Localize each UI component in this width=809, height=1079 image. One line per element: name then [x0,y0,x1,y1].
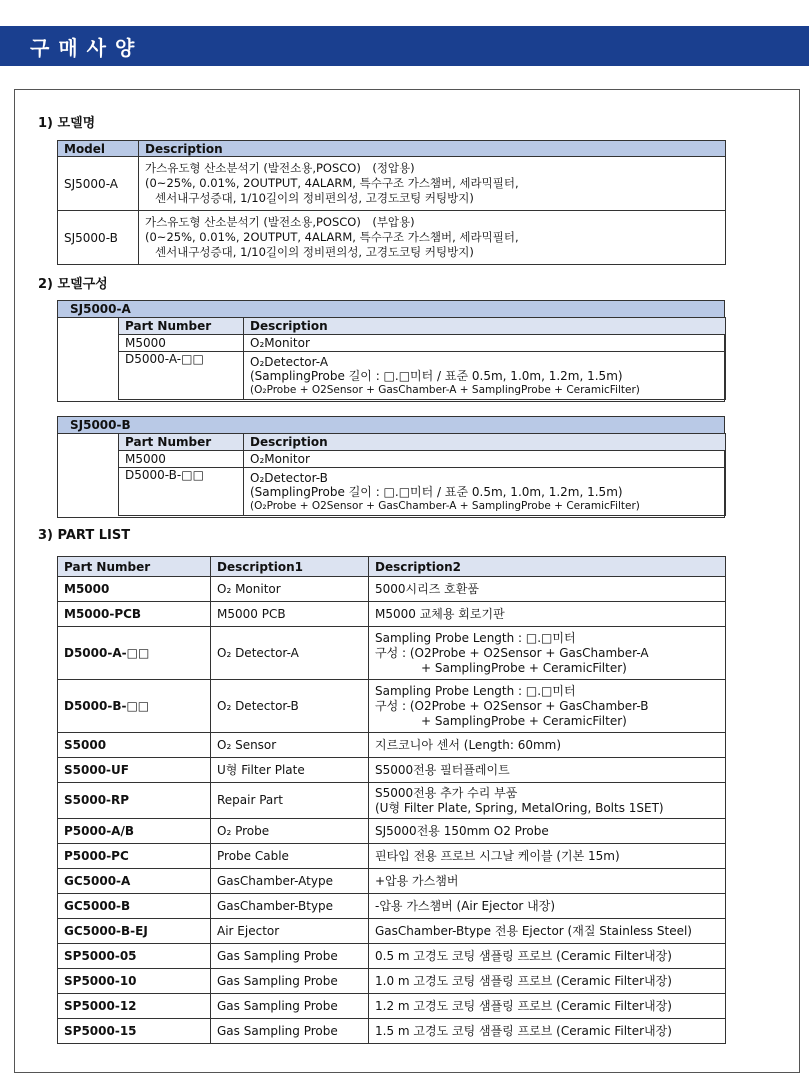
part-number-cell: M5000 [58,577,211,602]
description2-cell [369,844,726,869]
description2-line: 1.2 m 고경도 코팅 샘플링 프로브 (Ceramic Filter내장) [375,998,672,1013]
config-name: SJ5000-A [58,301,724,318]
part-number-cell: GC5000-B [58,894,211,919]
table-row [58,783,726,819]
part-list-table [57,556,726,1044]
description2-line: -압용 가스챔버 (Air Ejector 내장) [375,898,556,913]
description2-cell [369,1019,726,1044]
table-row [58,680,726,733]
header-part-number: Part Number [58,557,211,577]
description2-line: M5000 교체용 회로기판 [375,606,505,621]
description1-cell: Gas Sampling Probe [211,1019,369,1044]
part-cell: D5000-B-□□ [119,468,244,516]
table-row [58,758,726,783]
config-block-a [57,300,725,402]
part-number-cell: S5000-RP [58,783,211,819]
description2-cell [369,577,726,602]
description-line: O₂Detector-B [250,470,328,485]
table-row [58,944,726,969]
description2-line: 지르코니아 센서 (Length: 60mm) [375,737,562,752]
description-line: 센서내구성증대, 1/10길이의 정비편의성, 고경도코팅 커팅방지) [155,245,474,259]
model-cell: SJ5000-A [58,157,139,211]
description1-cell: O₂ Probe [211,819,369,844]
description-cell: O₂Monitor [244,451,726,468]
table-row [58,819,726,844]
description-line: (0~25%, 0.01%, 2OUTPUT, 4ALARM, 특수구조 가스챔버, 세라믹필터, [145,230,519,244]
description2-line: 핀타입 전용 프로브 시그날 케이블 (기본 15m) [375,848,620,863]
description2-cell [369,680,726,733]
part-cell: D5000-A-□□ [119,352,244,400]
description2-line: 구성 : (O2Probe + O2Sensor + GasChamber-B [375,698,649,713]
description-cell [244,352,726,400]
part-cell: M5000 [119,335,244,352]
description2-line: S5000전용 추가 수리 부품 [375,785,518,800]
description2-cell [369,783,726,819]
header-part-number: Part Number [119,318,244,335]
part-number-cell: D5000-B-□□ [58,680,211,733]
description1-cell: O₂ Monitor [211,577,369,602]
model-table-header [58,141,726,157]
description2-line: 구성 : (O2Probe + O2Sensor + GasChamber-A [375,645,649,660]
description2-line: 5000시리즈 호환품 [375,581,479,596]
description1-cell: Air Ejector [211,919,369,944]
description-cell [139,157,726,211]
description2-line: + SamplingProbe + CeramicFilter) [421,660,627,675]
description2-line: 1.5 m 고경도 코팅 샘플링 프로브 (Ceramic Filter내장) [375,1023,672,1038]
description2-line: Sampling Probe Length : □.□미터 [375,630,576,645]
section1-title: 1) 모델명 [38,116,96,131]
description1-cell: M5000 PCB [211,602,369,627]
description-cell [139,211,726,265]
description1-cell: Probe Cable [211,844,369,869]
table-row [119,352,726,400]
config-table [118,433,726,516]
table-row [58,602,726,627]
description1-cell: U형 Filter Plate [211,758,369,783]
table-row [58,894,726,919]
description2-line: S5000전용 필터플레이트 [375,762,510,777]
description2-line: (U형 Filter Plate, Spring, MetalOring, Bolts 1SET) [375,800,664,815]
description-line: O₂Detector-A [250,354,329,369]
description2-cell [369,602,726,627]
description2-line: 0.5 m 고경도 코팅 샘플링 프로브 (Ceramic Filter내장) [375,948,672,963]
description2-line: Sampling Probe Length : □.□미터 [375,683,576,698]
description1-cell: GasChamber-Atype [211,869,369,894]
config-table [118,317,726,400]
config-table-header [119,318,726,335]
description-line: (SamplingProbe 길이 : □.□미터 / 표준 0.5m, 1.0m, 1.2m, 1.5m) [250,484,623,499]
part-number-cell: M5000-PCB [58,602,211,627]
description2-line: + SamplingProbe + CeramicFilter) [421,713,627,728]
config-table-header [119,434,726,451]
description2-line: SJ5000전용 150mm O2 Probe [375,823,549,838]
header-description: Description [244,434,726,451]
header-model: Model [58,141,139,157]
table-row [58,733,726,758]
model-table [57,140,726,265]
part-number-cell: GC5000-A [58,869,211,894]
part-cell: M5000 [119,451,244,468]
part-list-header [58,557,726,577]
part-number-cell: SP5000-12 [58,994,211,1019]
table-row [58,577,726,602]
description2-cell [369,944,726,969]
description1-cell: O₂ Detector-B [211,680,369,733]
part-number-cell: D5000-A-□□ [58,627,211,680]
description-note: (O₂Probe + O2Sensor + GasChamber-A + SamplingProbe + CeramicFilter) [250,499,640,512]
description2-cell [369,819,726,844]
description2-line: +압용 가스챔버 [375,873,459,888]
table-row [58,919,726,944]
description2-cell [369,627,726,680]
part-number-cell: S5000-UF [58,758,211,783]
description-line: 센서내구성증대, 1/10길이의 정비편의성, 고경도코팅 커팅방지) [155,191,474,205]
table-row [58,627,726,680]
header-description: Description [244,318,726,335]
table-row [58,157,726,211]
description2-cell [369,894,726,919]
description-line: (0~25%, 0.01%, 2OUTPUT, 4ALARM, 특수구조 가스챔버, 세라믹필터, [145,176,519,190]
part-number-cell: GC5000-B-EJ [58,919,211,944]
description2-cell [369,869,726,894]
table-row [58,844,726,869]
description-line: 가스유도형 산소분석기 (발전소용,POSCO) (부압용) [145,215,415,229]
table-row [58,969,726,994]
header-description2: Description2 [369,557,726,577]
table-row [58,994,726,1019]
table-row [58,869,726,894]
config-name: SJ5000-B [58,417,724,434]
description1-cell: Gas Sampling Probe [211,944,369,969]
description1-cell: GasChamber-Btype [211,894,369,919]
table-row [119,451,726,468]
page-header [0,26,809,66]
header-part-number: Part Number [119,434,244,451]
table-row [58,1019,726,1044]
part-number-cell: S5000 [58,733,211,758]
model-cell: SJ5000-B [58,211,139,265]
description2-cell [369,758,726,783]
table-row [119,335,726,352]
description1-cell: Repair Part [211,783,369,819]
description2-cell [369,733,726,758]
description-cell [244,468,726,516]
page-title: 구매사양 [30,36,144,60]
description1-cell: O₂ Detector-A [211,627,369,680]
part-number-cell: P5000-A/B [58,819,211,844]
description1-cell: Gas Sampling Probe [211,994,369,1019]
section2-title: 2) 모델구성 [38,277,108,292]
description2-line: 1.0 m 고경도 코팅 샘플링 프로브 (Ceramic Filter내장) [375,973,672,988]
description2-cell [369,969,726,994]
description-line: 가스유도형 산소분석기 (발전소용,POSCO) (정압용) [145,161,415,175]
description2-cell [369,919,726,944]
description2-cell [369,994,726,1019]
description-line: (SamplingProbe 길이 : □.□미터 / 표준 0.5m, 1.0m, 1.2m, 1.5m) [250,368,623,383]
description-note: (O₂Probe + O2Sensor + GasChamber-A + SamplingProbe + CeramicFilter) [250,383,640,396]
part-number-cell: SP5000-15 [58,1019,211,1044]
description1-cell: Gas Sampling Probe [211,969,369,994]
part-number-cell: SP5000-10 [58,969,211,994]
part-number-cell: P5000-PC [58,844,211,869]
section3-title: 3) PART LIST [38,528,131,543]
header-description1: Description1 [211,557,369,577]
header-description: Description [139,141,726,157]
part-number-cell: SP5000-05 [58,944,211,969]
config-block-b [57,416,725,518]
description-cell: O₂Monitor [244,335,726,352]
description1-cell: O₂ Sensor [211,733,369,758]
table-row [119,468,726,516]
description2-line: GasChamber-Btype 전용 Ejector (재질 Stainless Steel) [375,923,692,938]
table-row [58,211,726,265]
